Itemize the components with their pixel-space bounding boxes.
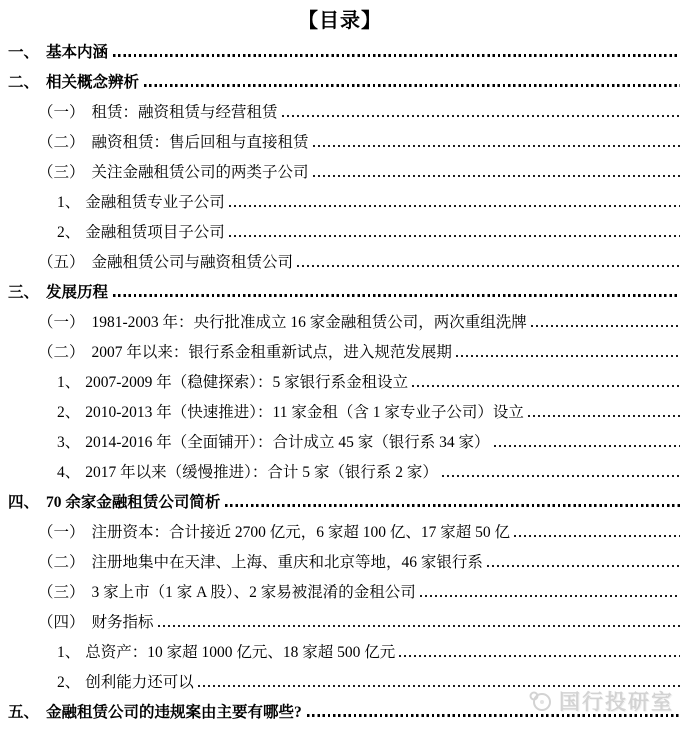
toc-entry-number: 二、	[8, 74, 40, 91]
toc-entry-text: 3 家上市（1 家 A 股）、2 家易被混淆的金租公司	[91, 584, 416, 601]
toc-entry-number: 2、	[57, 224, 81, 241]
toc-entry	[0, 278, 680, 308]
toc-entry	[0, 248, 680, 278]
dot-leader	[531, 325, 680, 327]
toc-entry-number: （三）	[38, 164, 85, 181]
dot-leader	[313, 175, 680, 177]
toc-entry	[0, 98, 680, 128]
toc-entry-text: 金融租赁专业子公司	[85, 194, 225, 211]
dot-leader	[229, 235, 680, 237]
table-of-contents	[0, 38, 680, 728]
toc-entry-number: 2、	[57, 674, 81, 691]
toc-entry	[0, 368, 680, 398]
toc-entry-text: 基本内涵	[46, 44, 109, 61]
dot-leader	[442, 475, 680, 477]
dot-leader	[399, 655, 680, 657]
toc-entry-number: 五、	[8, 704, 40, 721]
toc-entry-number: 一、	[8, 44, 40, 61]
toc-entry-text: 发展历程	[46, 284, 109, 301]
dot-leader	[113, 54, 680, 57]
toc-entry	[0, 398, 680, 428]
toc-entry	[0, 338, 680, 368]
dot-leader	[528, 415, 680, 417]
toc-entry-number: （三）	[38, 584, 85, 601]
toc-entry-text: 租赁：融资租赁与经营租赁	[91, 104, 278, 121]
toc-entry-number: （一）	[38, 104, 85, 121]
toc-entry-text: 金融租赁公司与融资租赁公司	[91, 254, 294, 271]
toc-entry	[0, 68, 680, 98]
toc-entry	[0, 548, 680, 578]
toc-entry	[0, 308, 680, 338]
toc-entry-text: 金融租赁公司的违规案由主要有哪些?	[46, 704, 302, 721]
dot-leader	[420, 595, 680, 597]
toc-entry-number: （五）	[38, 254, 85, 271]
dot-leader	[144, 84, 680, 87]
toc-entry-text: 总资产：10 家超 1000 亿元、18 家超 500 亿元	[85, 644, 396, 661]
toc-entry	[0, 488, 680, 518]
dot-leader	[229, 205, 680, 207]
toc-entry-number: （二）	[38, 134, 85, 151]
toc-entry	[0, 428, 680, 458]
dot-leader	[113, 294, 680, 297]
toc-entry-text: 金融租赁项目子公司	[85, 224, 225, 241]
toc-entry-number: 三、	[8, 284, 40, 301]
toc-entry-text: 融资租赁：售后回租与直接租赁	[91, 134, 309, 151]
toc-entry-text: 相关概念辨析	[46, 74, 140, 91]
toc-entry-number: 四、	[8, 494, 40, 511]
toc-entry-number: 4、	[57, 464, 81, 481]
dot-leader	[494, 445, 680, 447]
watermark-text: 国行投研室	[559, 690, 674, 714]
dot-leader	[313, 145, 680, 147]
toc-entry-text: 2014-2016 年（全面铺开）：合计成立 45 家（银行系 34 家）	[85, 434, 490, 451]
toc-entry	[0, 128, 680, 158]
toc-entry-text: 2007 年以来：银行系金租重新试点，进入规范发展期	[91, 344, 452, 361]
toc-entry	[0, 458, 680, 488]
dot-leader	[456, 355, 680, 357]
dot-leader	[487, 565, 680, 567]
dot-leader	[282, 115, 680, 117]
dot-leader	[514, 535, 680, 537]
toc-entry-number: （四）	[38, 614, 85, 631]
toc-entry-number: 1、	[57, 374, 81, 391]
toc-entry	[0, 218, 680, 248]
dot-leader	[198, 685, 680, 687]
dot-leader	[307, 714, 680, 717]
toc-entry-number: （二）	[38, 554, 85, 571]
toc-entry-number: 1、	[57, 194, 81, 211]
toc-entry-number: （二）	[38, 344, 85, 361]
toc-entry-text: 2017 年以来（缓慢推进）：合计 5 家（银行系 2 家）	[85, 464, 438, 481]
toc-entry-text: 70 余家金融租赁公司简析	[46, 494, 221, 511]
toc-entry	[0, 158, 680, 188]
toc-entry	[0, 578, 680, 608]
toc-entry-number: 2、	[57, 404, 81, 421]
dot-leader	[412, 385, 680, 387]
toc-entry-text: 财务指标	[91, 614, 154, 631]
toc-entry-number: 3、	[57, 434, 81, 451]
toc-entry-text: 1981-2003 年：央行批准成立 16 家金融租赁公司，两次重组洗牌	[91, 314, 527, 331]
toc-entry-text: 创利能力还可以	[85, 674, 194, 691]
dot-leader	[158, 625, 680, 627]
toc-entry-text: 注册地集中在天津、上海、重庆和北京等地，46 家银行系	[91, 554, 483, 571]
toc-entry	[0, 38, 680, 68]
toc-entry	[0, 518, 680, 548]
toc-entry-number: （一）	[38, 524, 85, 541]
dot-leader	[225, 504, 680, 507]
toc-entry-text: 关注金融租赁公司的两类子公司	[91, 164, 309, 181]
toc-entry	[0, 188, 680, 218]
toc-entry-text: 注册资本：合计接近 2700 亿元，6 家超 100 亿、17 家超 50 亿	[91, 524, 511, 541]
dot-leader	[297, 265, 680, 267]
toc-entry-number: （一）	[38, 314, 85, 331]
toc-entry	[0, 698, 680, 728]
toc-entry-text: 2007-2009 年（稳健探索）：5 家银行系金租设立	[85, 374, 409, 391]
toc-entry	[0, 638, 680, 668]
toc-title: 【目录】	[298, 10, 382, 32]
toc-entry	[0, 668, 680, 698]
toc-entry	[0, 608, 680, 638]
toc-entry-text: 2010-2013 年（快速推进）：11 家金租（含 1 家专业子公司）设立	[85, 404, 524, 421]
toc-entry-number: 1、	[57, 644, 81, 661]
